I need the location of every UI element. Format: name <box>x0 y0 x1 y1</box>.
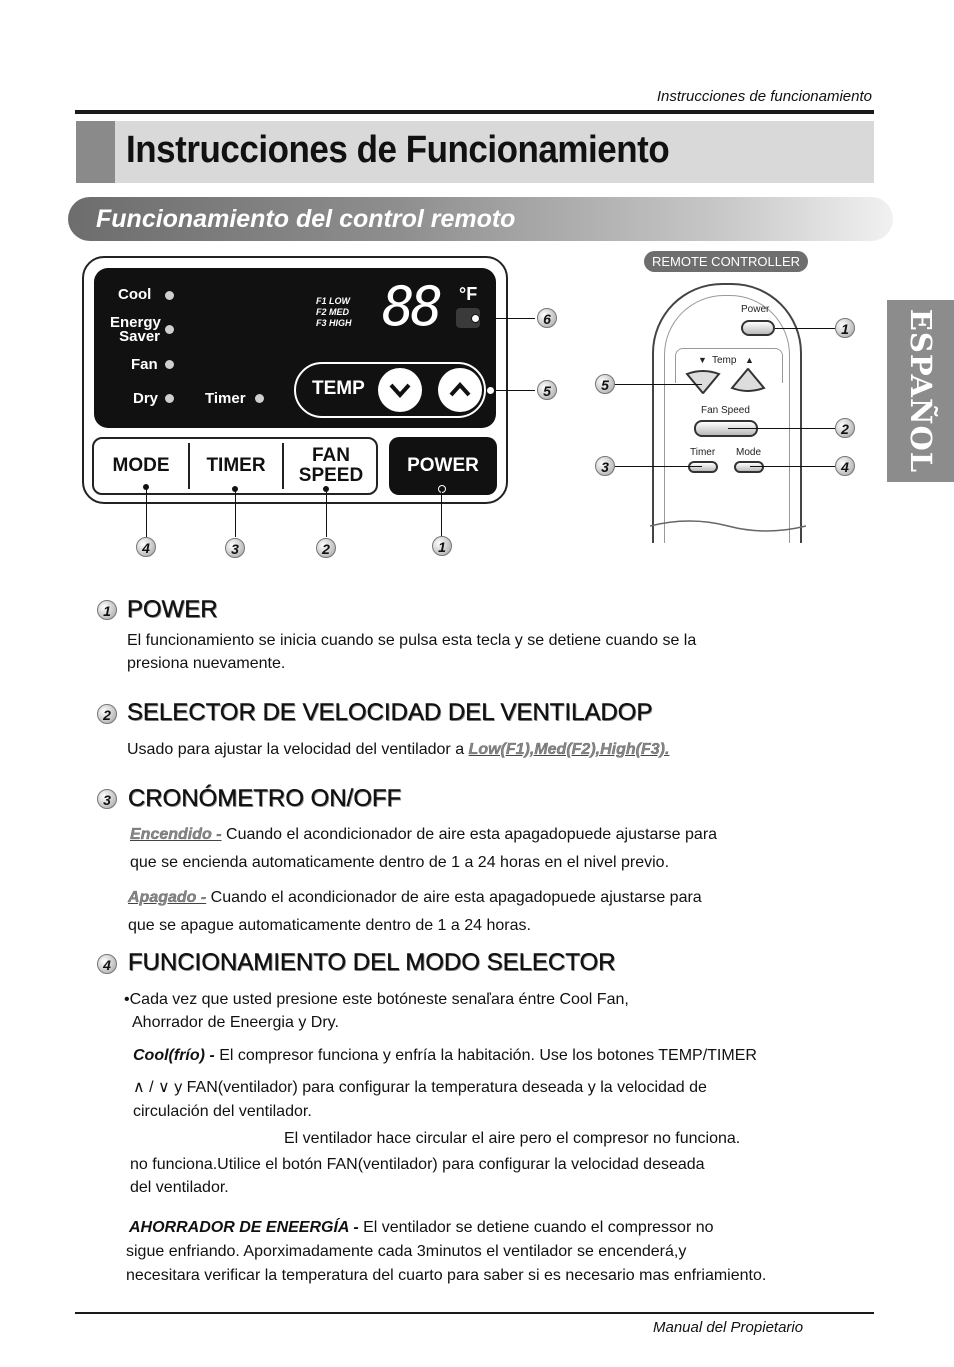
indicator-cool-light <box>165 291 174 300</box>
header-rule <box>75 110 874 114</box>
remote-wavy-edge <box>650 516 806 546</box>
remote-callout-5: 5 <box>595 374 615 394</box>
fan-speed-button[interactable] <box>284 439 378 493</box>
saver-label: AHORRADOR DE ENEERGÍA - <box>129 1219 359 1236</box>
indicator-dry-light <box>165 394 174 403</box>
callout-line <box>728 428 835 429</box>
callout-line <box>146 487 147 537</box>
footer-title: Manual del Propietario <box>653 1319 804 1336</box>
mode-saver-desc <box>126 1216 766 1288</box>
unit-label: °F <box>459 284 478 304</box>
remote-power-label: Power <box>741 304 770 315</box>
temperature-digits: 88 <box>382 275 440 338</box>
section-title: Funcionamiento del control remoto <box>96 205 516 233</box>
timer-on-description <box>130 821 717 877</box>
text-line: Cuando el acondicionador de aire esta apagadopuede ajustarse para <box>221 826 718 843</box>
callout-line <box>775 328 835 329</box>
callout-line <box>475 318 535 319</box>
temp-up-button[interactable] <box>438 368 482 412</box>
indicator-energy-light <box>165 325 174 334</box>
callout-line <box>614 384 702 385</box>
callout-line <box>490 390 535 391</box>
section-number: 4 <box>97 954 117 974</box>
fan-speed-line1: FAN <box>312 445 350 466</box>
section-title-band <box>68 197 893 241</box>
text-line: El ventilador se detiene cuando el compressor no <box>358 1219 714 1236</box>
fan-mode-f2: F2 MED <box>316 307 350 317</box>
section-heading-timer: CRONÓMETRO ON/OFF <box>128 785 402 812</box>
callout-3: 3 <box>225 538 245 558</box>
text-line: Cuando el acondicionador de aire esta apagadopuede ajustarse para <box>206 889 702 906</box>
mode-cool-line2 <box>133 1076 707 1099</box>
remote-temp-down-arrow: ▼ <box>698 355 707 365</box>
remote-power-button[interactable] <box>741 320 775 336</box>
remote-temp-down-button[interactable] <box>685 368 721 394</box>
remote-callout-2: 2 <box>835 418 855 438</box>
indicator-timer-light <box>255 394 264 403</box>
text-line: Usado para ajustar la velocidad del ventilador a <box>127 741 465 758</box>
indicator-dry-label: Dry <box>133 390 159 407</box>
mode-fan-line1: El ventilador hace circular el aire pero el compresor no funciona. <box>284 1130 741 1147</box>
timer-off-label: Apagado - <box>128 889 207 906</box>
text-line: que se apague automaticamente dentro de 1 a 24 horas. <box>128 917 531 934</box>
fan-speed-description <box>127 738 669 761</box>
temp-label: TEMP <box>312 378 365 399</box>
fan-mode-f1: F1 LOW <box>316 296 350 306</box>
mode-cool-line1 <box>133 1044 757 1067</box>
fan-mode-legend <box>316 296 352 329</box>
text-line: y FAN(ventilador) para configurar la temperatura deseada y la velocidad de <box>169 1079 707 1096</box>
indicator-timer-label: Timer <box>205 390 246 407</box>
indicator-energy-line1: Energy <box>110 314 161 331</box>
callout-5: 5 <box>537 380 557 400</box>
timer-button[interactable]: TIMER <box>206 455 266 476</box>
remote-timer-label: Timer <box>690 447 716 458</box>
footer-rule <box>75 1312 874 1314</box>
fan-speeds-emphasis: Low(F1),Med(F2),High(F3). <box>468 741 670 758</box>
callout-dot <box>438 485 446 493</box>
cool-label: Cool(frío) - <box>133 1047 215 1064</box>
remote-controller-label: REMOTE CONTROLLER <box>644 251 808 272</box>
callout-4: 4 <box>136 537 156 557</box>
chevron-down-icon <box>378 368 422 412</box>
power-description <box>127 629 696 675</box>
remote-timer-button[interactable] <box>688 461 718 473</box>
section-number: 3 <box>97 789 117 809</box>
section-heading-fan-speed: SELECTOR DE VELOCIDAD DEL VENTILADOP <box>127 699 653 726</box>
remote-temp-up-arrow: ▲ <box>745 355 754 365</box>
text-line: El compresor funciona y enfría la habitación. Use los botones TEMP/TIMER <box>214 1047 757 1064</box>
title-tab <box>76 121 115 183</box>
indicator-energy-label <box>110 316 160 344</box>
main-title-band <box>76 121 874 183</box>
callout-line <box>614 466 702 467</box>
callout-dot <box>471 314 480 323</box>
text-line: que se encienda automaticamente dentro de 1 a 24 horas en el nivel previo. <box>130 854 670 871</box>
section-heading-mode: FUNCIONAMIENTO DEL MODO SELECTOR <box>128 949 616 976</box>
text-line: necesitara verificar la temperatura del cuarto para saber si es necesario mas enfriamiento. <box>126 1267 767 1284</box>
remote-mode-button[interactable] <box>734 461 764 473</box>
temp-control <box>294 362 486 418</box>
up-down-arrows: ∧ / ∨ <box>133 1079 170 1096</box>
timer-off-description <box>128 884 702 940</box>
callout-dot <box>486 386 495 395</box>
remote-mode-label: Mode <box>736 447 762 458</box>
callout-line <box>326 489 327 537</box>
indicator-fan-label: Fan <box>131 356 158 373</box>
mode-button[interactable]: MODE <box>112 455 170 476</box>
callout-2: 2 <box>316 538 336 558</box>
remote-temp-up-button[interactable] <box>730 368 766 394</box>
section-number: 2 <box>97 704 117 724</box>
text-line: presiona nuevamente. <box>127 655 286 672</box>
mode-fan-desc <box>130 1153 705 1199</box>
text-line: no funciona.Utilice el botón FAN(ventilador) para configurar la velocidad deseada <box>130 1156 705 1173</box>
callout-1: 1 <box>432 536 452 556</box>
remote-callout-1: 1 <box>835 318 855 338</box>
chevron-up-icon <box>438 368 482 412</box>
section-heading-power: POWER <box>127 596 218 623</box>
callout-line <box>441 492 442 536</box>
mode-intro <box>124 988 629 1034</box>
bullet: • <box>124 991 130 1008</box>
mode-cool-line3: circulación del ventilador. <box>133 1103 312 1120</box>
language-tab <box>887 300 954 482</box>
text-line: Ahorrador de Eneergia y Dry. <box>132 1014 339 1031</box>
callout-line <box>750 466 835 467</box>
remote-fan-speed-label: Fan Speed <box>701 405 750 416</box>
remote-temp-label: Temp <box>712 355 737 366</box>
running-header: Instrucciones de funcionamiento <box>656 88 872 105</box>
text-line: del ventilador. <box>130 1179 229 1196</box>
text-line: Cada vez que usted presione este botóneste senaľara éntre Cool Fan, <box>129 991 629 1008</box>
indicator-fan-light <box>165 360 174 369</box>
indicator-energy-line2: Saver <box>119 328 160 345</box>
page-title: Instrucciones de Funcionamiento <box>126 129 670 171</box>
callout-6: 6 <box>537 308 557 328</box>
section-number: 1 <box>97 600 117 620</box>
temp-down-button[interactable] <box>378 368 422 412</box>
text-line: sigue enfriando. Aporximadamente cada 3minutos el ventilador se encenderá,y <box>126 1243 687 1260</box>
fan-speed-line2: SPEED <box>298 465 364 486</box>
language-label: ESPAÑOL <box>903 308 938 474</box>
timer-on-label: Encendido - <box>130 826 222 843</box>
fan-mode-f3: F3 HIGH <box>316 318 352 328</box>
callout-line <box>235 489 236 537</box>
remote-callout-3: 3 <box>595 456 615 476</box>
indicator-cool-label: Cool <box>118 286 152 303</box>
control-panel-display <box>94 268 496 428</box>
text-line: El funcionamiento se inicia cuando se pulsa esta tecla y se detiene cuando se la <box>127 632 697 649</box>
remote-callout-4: 4 <box>835 456 855 476</box>
power-button[interactable]: POWER <box>389 437 497 495</box>
